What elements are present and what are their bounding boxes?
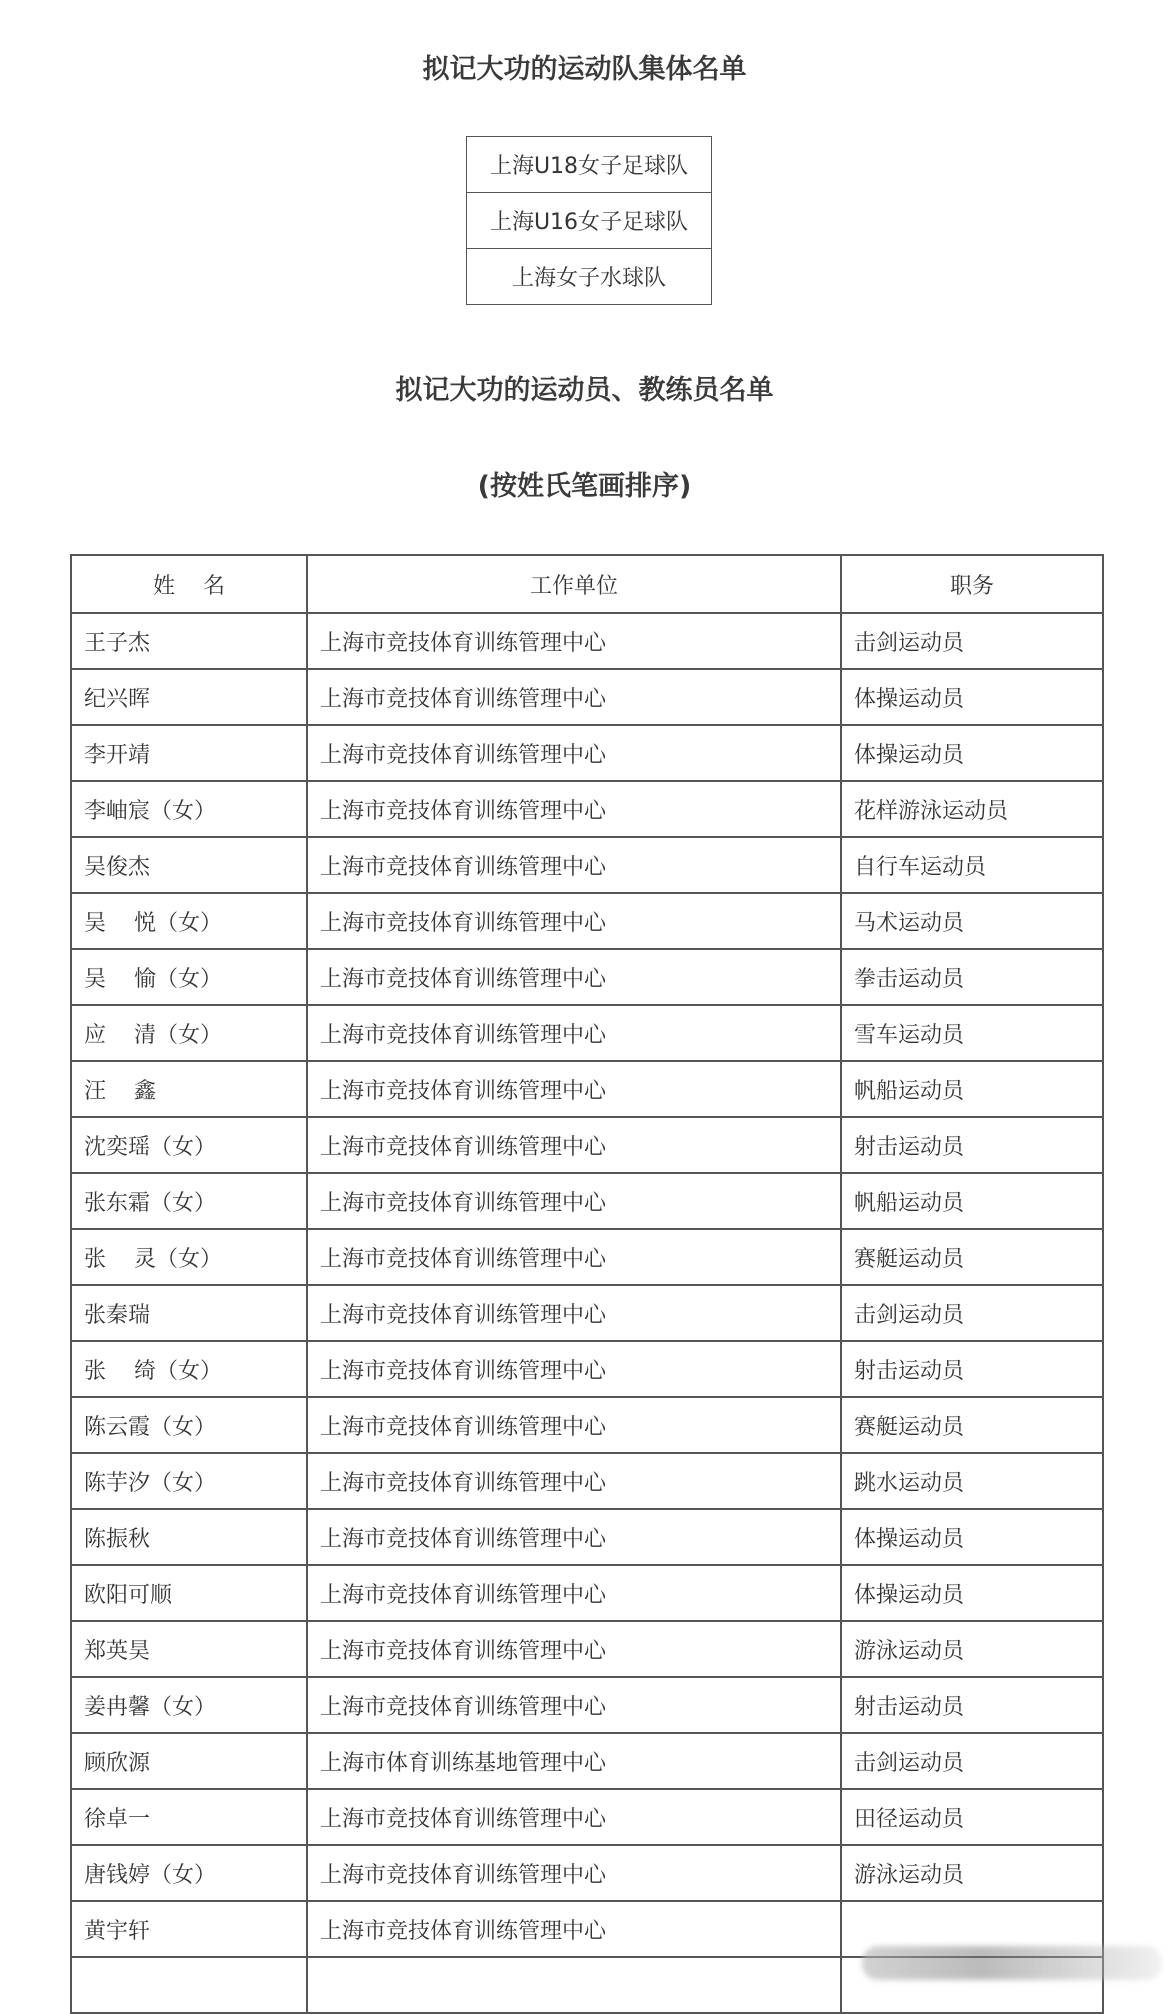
table-row — [71, 1285, 1103, 1341]
work-unit: 上海市竞技体育训练管理中心 — [307, 781, 841, 837]
header-unit: 工作单位 — [307, 555, 841, 613]
table-row — [71, 1117, 1103, 1173]
sort-note: (按姓氏笔画排序) — [477, 471, 692, 502]
work-unit: 上海市竞技体育训练管理中心 — [307, 1173, 841, 1229]
individual-list-title: 拟记大功的运动员、教练员名单 — [395, 375, 774, 406]
duty: 自行车运动员 — [841, 837, 1103, 893]
table-row — [71, 1509, 1103, 1565]
person-name: 李岫宸（女） — [71, 781, 307, 837]
duty: 游泳运动员 — [841, 1621, 1103, 1677]
person-name: 黄宇轩 — [71, 1901, 307, 1957]
header-duty: 职务 — [841, 555, 1103, 613]
team-list-table — [466, 136, 712, 305]
person-name: 张 灵（女） — [71, 1229, 307, 1285]
person-name: 吴俊杰 — [71, 837, 307, 893]
team-list-title: 拟记大功的运动队集体名单 — [422, 54, 747, 85]
table-row — [71, 1677, 1103, 1733]
person-name: 顾欣源 — [71, 1733, 307, 1789]
duty: 击剑运动员 — [841, 1733, 1103, 1789]
team-name: 上海U18女子足球队 — [467, 137, 712, 193]
person-name: 陈振秋 — [71, 1509, 307, 1565]
work-unit: 上海市竞技体育训练管理中心 — [307, 949, 841, 1005]
person-name: 徐卓一 — [71, 1789, 307, 1845]
table-row — [71, 1845, 1103, 1901]
work-unit: 上海市竞技体育训练管理中心 — [307, 1285, 841, 1341]
work-unit: 上海市竞技体育训练管理中心 — [307, 669, 841, 725]
duty: 田径运动员 — [841, 1789, 1103, 1845]
table-row — [71, 1565, 1103, 1621]
duty: 帆船运动员 — [841, 1173, 1103, 1229]
work-unit: 上海市体育训练基地管理中心 — [307, 1733, 841, 1789]
work-unit: 上海市竞技体育训练管理中心 — [307, 893, 841, 949]
watermark — [862, 1946, 1162, 1980]
team-row — [467, 249, 712, 305]
duty: 拳击运动员 — [841, 949, 1103, 1005]
work-unit: 上海市竞技体育训练管理中心 — [307, 1677, 841, 1733]
duty: 射击运动员 — [841, 1117, 1103, 1173]
duty: 体操运动员 — [841, 669, 1103, 725]
table-row — [71, 1621, 1103, 1677]
duty: 体操运动员 — [841, 1565, 1103, 1621]
work-unit: 上海市竞技体育训练管理中心 — [307, 1509, 841, 1565]
work-unit: 上海市竞技体育训练管理中心 — [307, 1901, 841, 1957]
duty: 击剑运动员 — [841, 1285, 1103, 1341]
duty: 帆船运动员 — [841, 1061, 1103, 1117]
work-unit: 上海市竞技体育训练管理中心 — [307, 1789, 841, 1845]
work-unit: 上海市竞技体育训练管理中心 — [307, 1229, 841, 1285]
table-row — [71, 1061, 1103, 1117]
team-row — [467, 137, 712, 193]
person-name: 张 绮（女） — [71, 1341, 307, 1397]
person-name: 陈芋汐（女） — [71, 1453, 307, 1509]
duty: 游泳运动员 — [841, 1845, 1103, 1901]
person-name: 张东霜（女） — [71, 1173, 307, 1229]
work-unit: 上海市竞技体育训练管理中心 — [307, 1621, 841, 1677]
work-unit: 上海市竞技体育训练管理中心 — [307, 1005, 841, 1061]
person-name: 姜冉馨（女） — [71, 1677, 307, 1733]
work-unit: 上海市竞技体育训练管理中心 — [307, 1061, 841, 1117]
table-row — [71, 1173, 1103, 1229]
duty: 赛艇运动员 — [841, 1397, 1103, 1453]
person-name: 汪 鑫 — [71, 1061, 307, 1117]
table-header-row — [71, 555, 1103, 613]
table-row — [71, 1341, 1103, 1397]
work-unit: 上海市竞技体育训练管理中心 — [307, 1341, 841, 1397]
team-name: 上海U16女子足球队 — [467, 193, 712, 249]
duty: 跳水运动员 — [841, 1453, 1103, 1509]
person-name: 沈奕瑶（女） — [71, 1117, 307, 1173]
person-name: 吴 愉（女） — [71, 949, 307, 1005]
person-name: 郑英昊 — [71, 1621, 307, 1677]
work-unit: 上海市竞技体育训练管理中心 — [307, 837, 841, 893]
team-name: 上海女子水球队 — [467, 249, 712, 305]
duty: 赛艇运动员 — [841, 1229, 1103, 1285]
table-row — [71, 781, 1103, 837]
table-row — [71, 1789, 1103, 1845]
table-row — [71, 1397, 1103, 1453]
duty: 射击运动员 — [841, 1341, 1103, 1397]
person-name: 陈云霞（女） — [71, 1397, 307, 1453]
table-row — [71, 1229, 1103, 1285]
table-row — [71, 1453, 1103, 1509]
empty-cell — [71, 1957, 307, 2013]
awardee-table — [70, 554, 1104, 2014]
duty: 体操运动员 — [841, 725, 1103, 781]
table-row — [71, 725, 1103, 781]
team-row — [467, 193, 712, 249]
duty: 雪车运动员 — [841, 1005, 1103, 1061]
empty-cell — [307, 1957, 841, 2013]
work-unit: 上海市竞技体育训练管理中心 — [307, 1453, 841, 1509]
table-row — [71, 669, 1103, 725]
duty: 射击运动员 — [841, 1677, 1103, 1733]
table-row — [71, 1005, 1103, 1061]
duty: 花样游泳运动员 — [841, 781, 1103, 837]
person-name: 欧阳可顺 — [71, 1565, 307, 1621]
person-name: 唐钱婷（女） — [71, 1845, 307, 1901]
work-unit: 上海市竞技体育训练管理中心 — [307, 1397, 841, 1453]
duty: 体操运动员 — [841, 1509, 1103, 1565]
work-unit: 上海市竞技体育训练管理中心 — [307, 725, 841, 781]
person-name: 应 清（女） — [71, 1005, 307, 1061]
work-unit: 上海市竞技体育训练管理中心 — [307, 1565, 841, 1621]
person-name: 纪兴晖 — [71, 669, 307, 725]
person-name: 王子杰 — [71, 613, 307, 669]
table-row — [71, 893, 1103, 949]
work-unit: 上海市竞技体育训练管理中心 — [307, 1117, 841, 1173]
person-name: 吴 悦（女） — [71, 893, 307, 949]
table-row — [71, 837, 1103, 893]
work-unit: 上海市竞技体育训练管理中心 — [307, 613, 841, 669]
table-row — [71, 613, 1103, 669]
duty: 马术运动员 — [841, 893, 1103, 949]
duty: 击剑运动员 — [841, 613, 1103, 669]
table-row — [71, 1733, 1103, 1789]
person-name: 李开靖 — [71, 725, 307, 781]
person-name: 张秦瑞 — [71, 1285, 307, 1341]
work-unit: 上海市竞技体育训练管理中心 — [307, 1845, 841, 1901]
table-row — [71, 949, 1103, 1005]
header-name: 姓 名 — [71, 555, 307, 613]
